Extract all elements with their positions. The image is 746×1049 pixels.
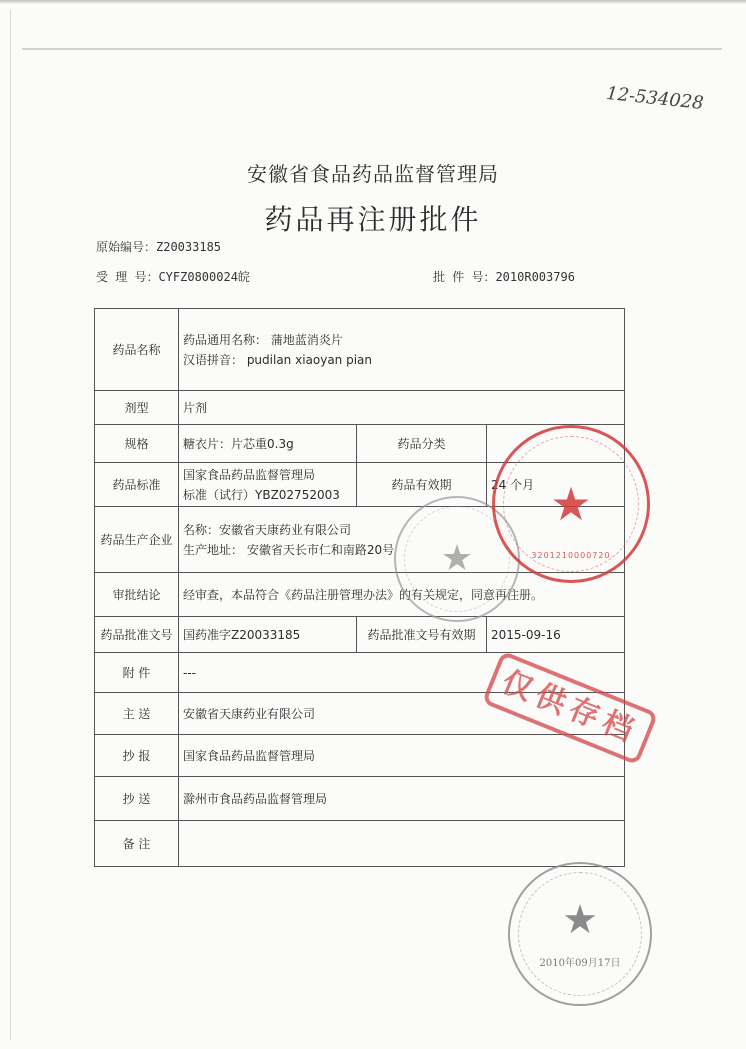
original-number: 原始编号：Z20033185 [96,240,222,254]
seal-date: 2010年09月17日 [539,958,621,969]
pinyin-name: 汉语拼音： pudilan xiaoyan pian [183,352,373,367]
company-seal-red [492,425,650,583]
validity-label: 药品有效期 [357,463,487,507]
conclusion-value: 经审查，本品符合《药品注册管理办法》的有关规定，同意再注册。 [179,573,625,617]
acceptance-number: 受 理 号：CYFZ0800024皖 [96,270,250,284]
cc-value: 滁州市食品药品监督管理局 [179,777,625,821]
report-to-value: 国家食品药品监督管理局 [179,735,625,777]
manufacturer-name: 名称：安徽省天康药业有限公司 [183,522,352,537]
conclusion-label: 审批结论 [95,573,179,617]
spec-label: 规格 [95,425,179,463]
document-title: 药品再注册批件 [264,203,482,236]
dosage-form-value: 片剂 [179,391,625,425]
cc-label: 抄 送 [95,777,179,821]
approval-expiry-label: 药品批准文号有效期 [357,617,487,653]
scan-top-edge [0,0,746,4]
attachment-label: 附 件 [95,653,179,693]
manufacturer-address: 生产地址： 安徽省天长市仁和南路20号 [183,542,395,557]
handwritten-note: 12-534028 [605,82,705,115]
table-row-report-to [95,735,625,777]
seal-star-icon: ★ [440,538,474,579]
table-row-cc [95,777,625,821]
standard-cell [179,463,357,507]
drug-name-cell [179,309,625,391]
permit-table [94,308,625,867]
drug-name-label: 药品名称 [95,309,179,391]
standard-line-2: 标准（试行）YBZ02752003 [183,487,340,502]
scan-line [22,48,722,50]
agency-title: 安徽省食品药品监督管理局 [247,162,499,186]
category-label: 药品分类 [357,425,487,463]
manufacturer-label: 药品生产企业 [95,507,179,573]
remarks-value [179,821,625,867]
table-row-dosage-form [95,391,625,425]
approval-number-label: 药品批准文号 [95,617,179,653]
table-row-approval-number [95,617,625,653]
standard-line-1: 国家食品药品监督管理局 [183,467,316,482]
table-row-conclusion [95,573,625,617]
send-to-label: 主 送 [95,693,179,735]
spec-value: 糖衣片：片芯重0.3g [179,425,357,463]
approval-document-number: 批 件 号：2010R003796 [433,270,575,284]
seal-star-icon: ★ [562,897,598,943]
approval-number-value: 国药准字Z20033185 [179,617,357,653]
dosage-form-label: 剂型 [95,391,179,425]
table-row-remarks [95,821,625,867]
agency-seal [508,862,652,1006]
archive-stamp: 仅供存档 [482,651,659,766]
seal-number: 3201210000720 [531,551,611,560]
approval-expiry-value: 2015-09-16 [487,617,625,653]
generic-name: 药品通用名称： 蒲地蓝消炎片 [183,332,343,347]
validity-value: 24 个月 [487,463,625,507]
send-to-value: 安徽省天康药业有限公司 [179,693,625,735]
attachment-value: --- [179,653,625,693]
table-row-drug-name [95,309,625,391]
report-to-label: 抄 报 [95,735,179,777]
remarks-label: 备 注 [95,821,179,867]
standard-label: 药品标准 [95,463,179,507]
seal-star-icon: ★ [550,477,592,531]
